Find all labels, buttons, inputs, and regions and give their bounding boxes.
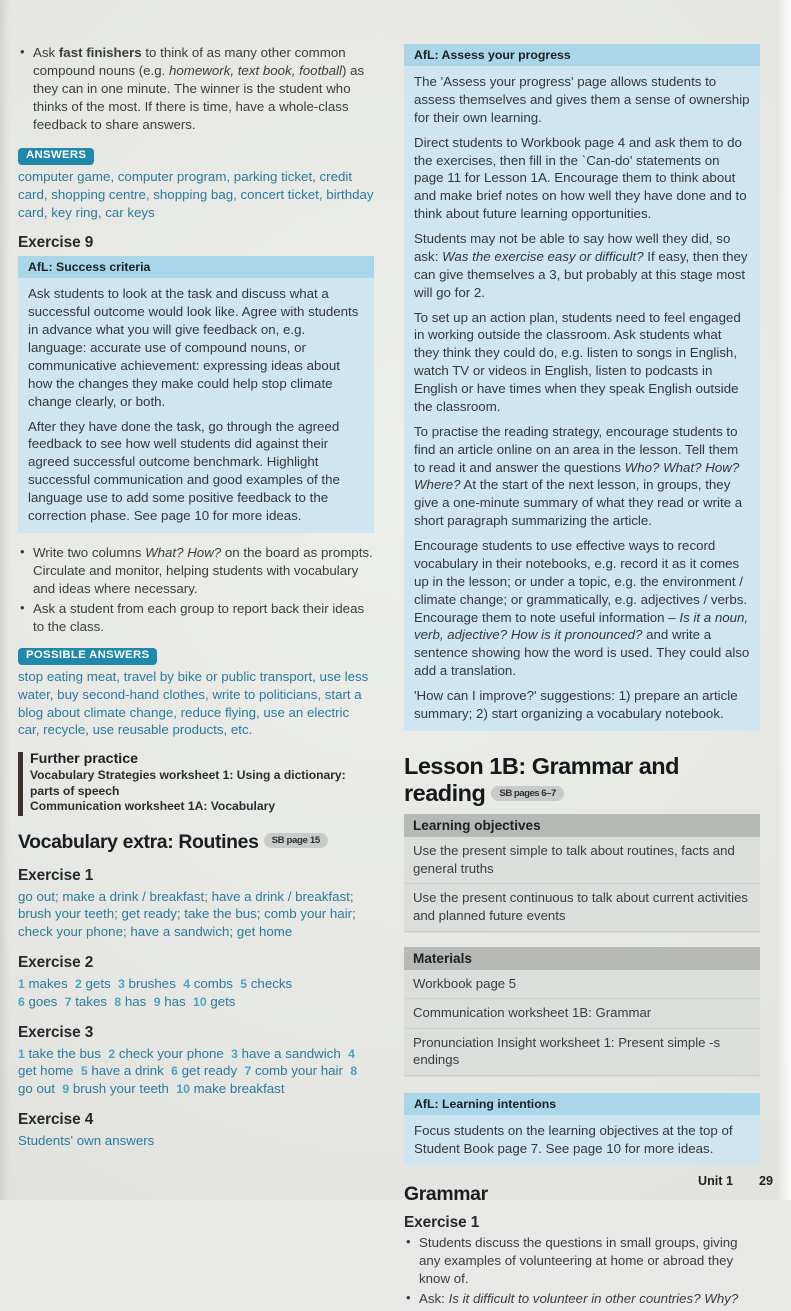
p6-post: and write a sentence showing how the word is used. They could also add a translation. [414, 627, 750, 679]
grammar-bullet-2 [404, 1290, 760, 1308]
page-left-shadow [0, 0, 10, 1200]
afl-learning-intentions-text: Focus students on the learning objectives at the top of Student Book page 7. See page 10 for more ideas. [414, 1122, 733, 1156]
p3-italic: Was the exercise easy or difficult? [442, 248, 644, 264]
afl-learning-intentions-title: AfL: Learning intentions [404, 1093, 760, 1115]
exercise-3-heading: Exercise 3 [18, 1023, 94, 1041]
exercise-4-heading: Exercise 4 [18, 1111, 94, 1129]
bullet1-post: on the board as prompts. Circulate and monitor, helping students with vocabulary and ideas where necessary. [33, 544, 373, 596]
learning-objective-item: Use the present simple to talk about routines, facts and general truths [404, 837, 760, 884]
p6-pre: Encourage students to use effective ways to record vocabulary in their notebooks, e.g. record it as it comes up in the lesson; or under a topic, e.g. the environment / climate change; or grammatically, e.g. adjectives / verbs. Encourage them to note useful information – [414, 538, 748, 625]
bullet-text-prefix: Ask [33, 45, 59, 60]
afl-assess-paragraph-4: To set up an action plan, students need to feel engaged in working outside the classroom. Ask students what they think they could do, e.g. listen to songs in English, watch TV or videos in English, listen to podcasts in English or have times when they speak English outside the classroom. [414, 309, 741, 414]
exercise-4-answers: Students' own answers [18, 1133, 155, 1149]
fast-finishers-bullet-list [18, 44, 374, 134]
p5-pre: To practise the reading strategy, encourage students to find an article online on an area in the lesson. Tell them to read it and answer the questions [414, 423, 739, 475]
exercise-1-heading: Exercise 1 [18, 866, 94, 884]
ans-item: 7 comb your hair [244, 1063, 343, 1079]
exercise-9-heading: Exercise 9 [18, 234, 94, 252]
possible-answers-badge: POSSIBLE ANSWERS [18, 648, 157, 665]
footer-unit-label: Unit 1 [698, 1174, 733, 1188]
teaching-bullet-1 [18, 544, 374, 598]
bullet2-pre: Ask a student from each group to report back their ideas to the class. [33, 600, 365, 634]
fast-finishers-bullet [18, 44, 374, 134]
learning-objective-item: Use the present continuous to talk about current activities and planned future events [404, 884, 760, 931]
p3-pre: Students may not be able to say how well they did, so ask: [414, 231, 731, 264]
grammar-bullet2-pre: Ask: [419, 1291, 449, 1307]
further-practice-line-2: Communication worksheet 1A: Vocabulary [30, 799, 276, 814]
ans-item: 6 get ready [171, 1063, 238, 1079]
p5-post: At the start of the next lesson, in groups, they give a one-minute summary of what they read or write a short paragraph summarizing the article. [414, 477, 743, 529]
afl-assess-paragraph-5 [414, 423, 750, 530]
materials-item: Workbook page 5 [404, 970, 760, 1000]
further-practice-title: Further practice [30, 751, 139, 768]
answers-text: computer game, computer program, parking ticket, credit card, shopping centre, shopping bag, concert ticket, birthday card, key ring, car keys [18, 169, 374, 220]
grammar-exercise-1-heading: Exercise 1 [404, 1214, 480, 1232]
bullet-italic-examples: homework, text book, football [169, 63, 342, 79]
ans-item: 1 take the bus [18, 1045, 101, 1061]
afl-assess-paragraph-1: The 'Assess your progress' page allows students to assess themselves and gives them a sense of ownership for their own learning. [414, 74, 750, 125]
teaching-bullet-2 [18, 600, 374, 636]
ans-item: 5 checks [240, 976, 293, 991]
ans-item: 2 gets [75, 976, 111, 991]
materials-item: Communication worksheet 1B: Grammar [404, 999, 760, 1029]
footer-page-number: 29 [758, 1174, 773, 1188]
ans-item: 8 go out [18, 1064, 358, 1097]
materials-box [404, 947, 760, 1077]
page-footer [698, 1174, 773, 1188]
afl-learning-intentions-box [404, 1093, 760, 1166]
afl-assess-progress-title: AfL: Assess your progress [404, 44, 760, 66]
right-column [404, 44, 760, 1311]
possible-answers-text: stop eating meat, travel by bike or public transport, use less water, buy second-hand clothes, write to politicians, start a blog about climate change, reduce flying, use an electric car, recycle, use reusable products, etc. [18, 668, 369, 738]
left-column [18, 44, 374, 1150]
exercise-2-heading: Exercise 2 [18, 954, 94, 971]
bullet-text-rest2: ) as they can in one minute. The winner is the student who thinks of the most. If there is time, have a whole-class feedback to share answers. [33, 63, 365, 133]
p5-italic: Who? What? How? Where? [414, 459, 740, 493]
p3-post: If easy, then they can give themselves a 3, but probably at this stage most will go for 2. [414, 248, 748, 300]
exercise-3-answers [18, 1045, 370, 1098]
afl-assess-paragraph-6 [414, 537, 750, 680]
ans-item: 5 have a drink [80, 1063, 164, 1079]
lesson-title-text: Lesson 1B: Grammar and reading [404, 752, 680, 806]
lesson-1b-title [404, 753, 760, 807]
ans-item: 6 goes [18, 993, 58, 1009]
page-right-edge [777, 0, 791, 1200]
ans-item: 2 check your phone [108, 1045, 224, 1061]
bullet-text-rest: to think of as many other common compound nouns (e.g. [33, 45, 346, 79]
grammar-bullet-1: • Students discuss the questions in small groups, giving any examples of volunteering at home or abroad they know of. [404, 1234, 760, 1288]
afl-success-paragraph-1: Ask students to look at the task and discuss what a successful outcome would look like. Agree with students in advance what you will give feedback on, e.g. language: accurate use of compound nouns, or communicative achievement: expressing ideas about how the changes they make could help stop climate change clearly, or both. [28, 286, 359, 409]
afl-assess-progress-box [404, 44, 760, 731]
ans-item: 9 has [153, 993, 186, 1009]
ans-item: 9 brush your teeth [62, 1081, 169, 1097]
bullet-bold-term: fast finishers [58, 45, 142, 60]
materials-title: Materials [404, 947, 760, 970]
bullet1-pre: Write two columns [33, 544, 146, 560]
afl-success-criteria-title: AfL: Success criteria [18, 256, 374, 278]
afl-assess-paragraph-3 [414, 230, 750, 302]
vocabulary-extra-heading [18, 831, 374, 854]
grammar-bullet-list [404, 1234, 760, 1308]
further-practice-block [18, 751, 374, 814]
learning-objectives-title: Learning objectives [404, 814, 760, 837]
learning-objectives-box [404, 814, 760, 932]
bullet1-italic: What? How? [145, 544, 222, 560]
ans-item: 4 combs [183, 976, 233, 991]
vocabulary-extra-title: Vocabulary extra: Routines [18, 830, 259, 853]
further-practice-line-1: Vocabulary Strategies worksheet 1: Using a dictionary: parts of speech [30, 768, 346, 798]
ans-item: 10 make breakfast [176, 1081, 285, 1097]
ans-item: 1 makes [18, 976, 68, 991]
exercise-1-answers: go out; make a drink / breakfast; have a drink / breakfast; brush your teeth; get ready; take the bus; comb your hair; check your phone; have a sandwich; get home [18, 888, 356, 940]
afl-assess-paragraph-7: 'How can I improve?' suggestions: 1) prepare an article summary; 2) start organizing a vocabulary notebook. [414, 688, 738, 721]
ans-item: 7 takes [64, 993, 107, 1009]
materials-item: Pronunciation Insight worksheet 1: Present simple -s endings [404, 1029, 760, 1076]
answers-badge: ANSWERS [18, 148, 94, 165]
exercise-2-answers [18, 975, 362, 1011]
afl-assess-paragraph-2: Direct students to Workbook page 4 and ask them to do the exercises, then fill in the `Can-do' statements on page 11 for Lesson 1A. Encourage them to think about and make brief notes on how well they have done and to think about future learning opportunities. [414, 134, 747, 222]
ans-item: 10 gets [193, 993, 236, 1009]
sb-pages-badge: SB pages 6–7 [491, 786, 563, 801]
grammar-heading: Grammar [404, 1183, 488, 1206]
teaching-bullet-list [18, 544, 374, 636]
afl-success-criteria-box [18, 256, 374, 532]
ans-item: 3 have a sandwich [231, 1045, 341, 1061]
ans-item: 8 has [114, 993, 147, 1009]
p6-italic: Is it a noun, verb, adjective? How is it pronounced? [414, 609, 749, 643]
grammar-bullet2-italic: Is it difficult to volunteer in other countries? Why? [448, 1291, 739, 1307]
ans-item: 4 get home [18, 1046, 355, 1079]
sb-page-badge: SB page 15 [264, 833, 328, 848]
ans-item: 3 brushes [118, 976, 176, 991]
afl-success-paragraph-2: After they have done the task, go through the agreed feedback to see how well students did against their agreed successful outcome benchmark. Highlight successful communication and good examples of the language use to add some positive feedback to the correction phase. See page 10 for more ideas. [28, 418, 340, 523]
